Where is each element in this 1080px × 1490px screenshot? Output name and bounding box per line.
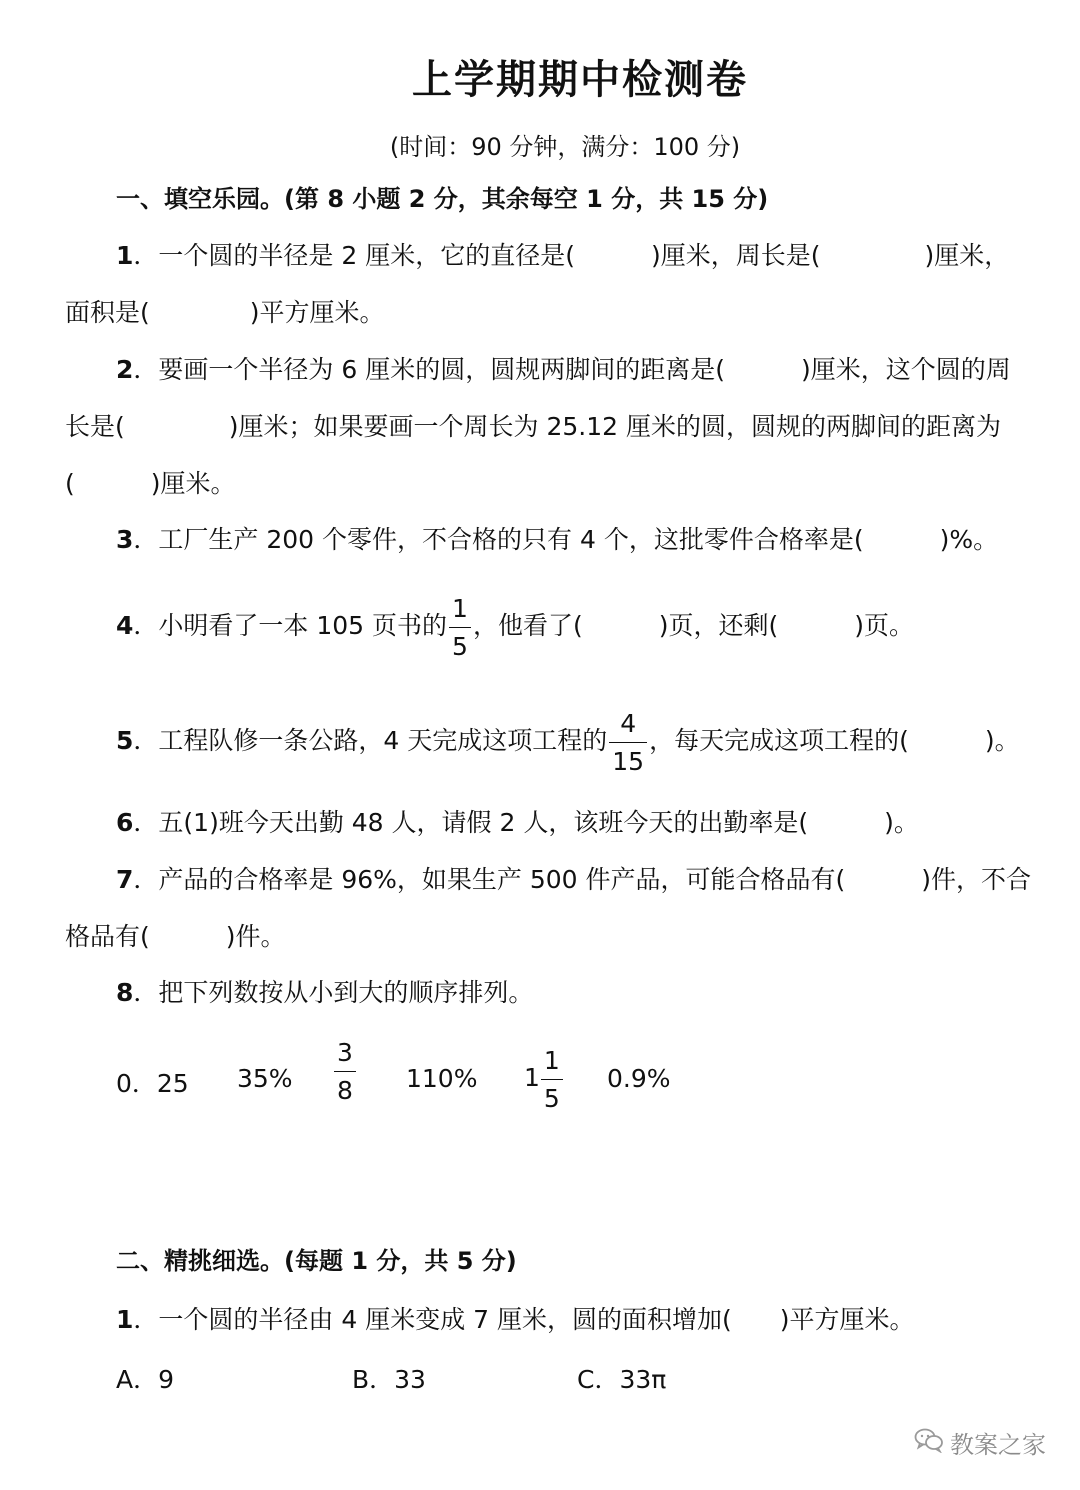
fraction	[449, 593, 471, 661]
question-text: )页。	[854, 611, 914, 640]
question-text: ．一个圆的半径由 4 厘米变成 7 厘米，圆的面积增加(	[133, 1305, 732, 1334]
fraction-denominator: 5	[452, 631, 468, 661]
question-text: )厘米；如果要画一个周长为 25.12 厘米的圆，圆规的两脚间的距离为	[228, 412, 1001, 441]
question-8	[116, 978, 533, 1008]
question-number: 8	[116, 978, 134, 1007]
fraction	[609, 708, 647, 776]
fraction-numerator: 1	[541, 1048, 563, 1080]
question-text: (	[65, 469, 75, 498]
question-text: ．要画一个半径为 6 厘米的圆，圆规两脚间的距离是(	[133, 355, 725, 384]
question-number: 5	[116, 726, 134, 755]
question-text: )件。	[225, 922, 286, 951]
question-3	[116, 525, 998, 555]
question-text: )平方厘米。	[249, 298, 385, 327]
question-text: ，每天完成这项工程的(	[649, 726, 909, 755]
value-item: 0.9%	[607, 1064, 671, 1093]
fraction-denominator: 15	[612, 746, 645, 776]
question-text: )。	[884, 808, 919, 837]
page-title: 上学期期中检测卷	[412, 57, 748, 103]
question-text: 面积是(	[65, 298, 150, 327]
question-2-line-1	[116, 355, 1011, 385]
question-number: 1	[116, 241, 134, 270]
question-text: )厘米，周长是(	[650, 241, 821, 270]
fraction-numerator: 4	[609, 711, 647, 743]
question-text: )页，还剩(	[658, 611, 779, 640]
exam-subtitle: (时间：90 分钟，满分：100 分)	[389, 133, 741, 161]
question-1-line-2	[65, 298, 385, 328]
fraction-numerator: 3	[334, 1040, 356, 1072]
question-5	[116, 703, 1020, 779]
question-text: ，他看了(	[472, 611, 583, 640]
question-text: )件，不合	[921, 865, 1032, 894]
fraction	[541, 1045, 563, 1113]
question-7-line-2	[65, 922, 286, 952]
section-1-heading: 一、填空乐园。(第 8 小题 2 分，其余每空 1 分，共 15 分)	[116, 185, 769, 213]
fraction-numerator: 1	[449, 596, 471, 628]
question-text: )平方厘米。	[779, 1305, 915, 1334]
question-text: ．一个圆的半径是 2 厘米，它的直径是(	[133, 241, 575, 270]
question-7-line-1	[116, 865, 1031, 895]
option-c[interactable]: C．33π	[577, 1365, 667, 1394]
option-a[interactable]: A．9	[116, 1365, 175, 1394]
section-2-question-1	[116, 1305, 915, 1335]
question-text: 格品有(	[65, 922, 150, 951]
question-text: )%。	[939, 525, 999, 554]
watermark	[914, 1425, 1046, 1460]
question-number: 6	[116, 808, 134, 837]
question-number: 3	[116, 525, 134, 554]
mixed-whole: 1	[524, 1063, 540, 1092]
fraction-denominator: 8	[337, 1076, 353, 1105]
question-2-line-3	[65, 469, 236, 499]
value-item: 0．25	[116, 1069, 189, 1098]
question-text: ．产品的合格率是 96%，如果生产 500 件产品，可能合格品有(	[133, 865, 846, 894]
question-text: ．工程队修一条公路，4 天完成这项工程的	[133, 726, 608, 755]
question-text: )厘米，这个圆的周	[800, 355, 1011, 384]
question-text: )厘米，	[924, 241, 1010, 270]
value-mixed-number	[524, 1040, 563, 1116]
fraction-denominator: 5	[543, 1083, 560, 1113]
question-number: 2	[116, 355, 134, 384]
question-2-line-2	[65, 412, 1001, 442]
question-text: ．小明看了一本 105 页书的	[133, 611, 448, 640]
question-1-line-1	[116, 241, 1009, 271]
question-text: )厘米。	[150, 469, 236, 498]
question-6	[116, 808, 919, 838]
question-4	[116, 588, 914, 664]
question-number: 4	[116, 611, 134, 640]
value-item: 35%	[237, 1064, 293, 1093]
question-number: 7	[116, 865, 134, 894]
watermark-text: 教案之家	[950, 1431, 1046, 1459]
wechat-icon	[914, 1427, 944, 1459]
question-text: 长是(	[65, 412, 125, 441]
value-item: 110%	[406, 1064, 478, 1093]
option-b[interactable]: B．33	[352, 1365, 426, 1394]
question-text: )。	[984, 726, 1020, 755]
question-text: ．把下列数按从小到大的顺序排列。	[133, 978, 534, 1007]
value-fraction	[334, 1040, 356, 1103]
question-number: 1	[116, 1305, 134, 1334]
section-2-heading: 二、精挑细选。(每题 1 分，共 5 分)	[116, 1247, 517, 1275]
fraction	[334, 1040, 356, 1103]
question-text: ．五(1)班今天出勤 48 人，请假 2 人，该班今天的出勤率是(	[133, 808, 809, 837]
question-text: ．工厂生产 200 个零件，不合格的只有 4 个，这批零件合格率是(	[133, 525, 864, 554]
